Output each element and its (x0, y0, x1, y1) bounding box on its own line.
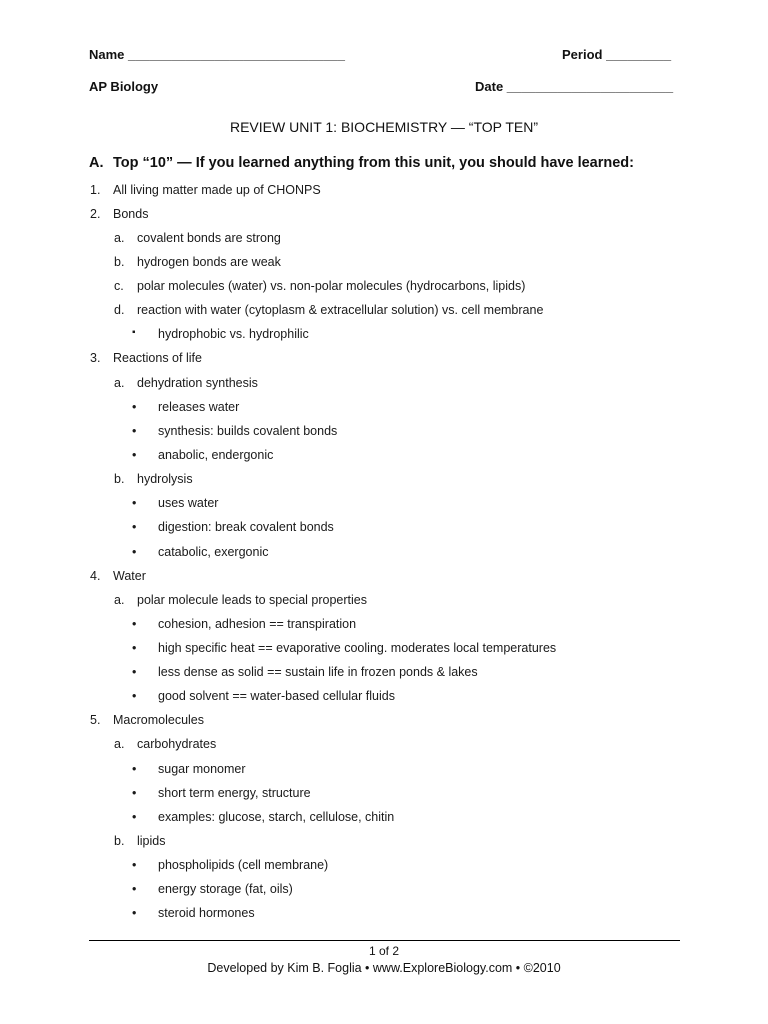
section-heading (89, 155, 634, 171)
list-item-text: digestion: break covalent bonds (158, 520, 334, 534)
date-field-label: Date _______________________ (475, 79, 674, 94)
list-marker: a. (114, 593, 125, 607)
list-marker: a. (114, 376, 125, 390)
list-item-text: energy storage (fat, oils) (158, 882, 293, 896)
list-marker: • (132, 424, 137, 438)
list-item-text: catabolic, exergonic (158, 545, 269, 559)
list-item-text: hydrophobic vs. hydrophilic (158, 327, 309, 341)
list-marker: • (132, 810, 137, 824)
list-item-text: sugar monomer (158, 762, 246, 776)
list-marker: b. (114, 255, 125, 269)
list-item-text: steroid hormones (158, 906, 255, 920)
list-marker: 2. (90, 207, 101, 221)
list-item-text: Reactions of life (113, 351, 202, 365)
list-item-text: polar molecule leads to special properties (137, 593, 367, 607)
list-item-text: carbohydrates (137, 737, 217, 751)
list-item-text: less dense as solid == sustain life in frozen ponds & lakes (158, 665, 478, 679)
list-marker: ▪ (132, 327, 136, 338)
list-marker: 5. (90, 713, 101, 727)
list-marker: 3. (90, 351, 101, 365)
list-item-text: phospholipids (cell membrane) (158, 858, 329, 872)
list-item-text: Water (113, 569, 146, 583)
list-marker: • (132, 882, 137, 896)
list-item-text: short term energy, structure (158, 786, 311, 800)
list-marker: • (132, 545, 137, 559)
list-item-text: cohesion, adhesion == transpiration (158, 617, 357, 631)
list-marker: • (132, 786, 137, 800)
list-item-text: examples: glucose, starch, cellulose, chitin (158, 810, 395, 824)
list-marker: • (132, 448, 137, 462)
list-marker: 4. (90, 569, 101, 583)
list-marker: • (132, 665, 137, 679)
list-item-text: All living matter made up of CHONPS (113, 183, 321, 197)
list-marker: c. (114, 279, 124, 293)
section-heading-text: Top “10” — If you learned anything from this unit, you should have learned: (113, 155, 634, 171)
list-marker: • (132, 858, 137, 872)
course-label: AP Biology (89, 79, 159, 94)
list-item-text: releases water (158, 400, 240, 414)
list-marker: a. (114, 231, 125, 245)
list-item-text: Macromolecules (113, 713, 205, 727)
list-marker: a. (114, 737, 125, 751)
list-item-text: anabolic, endergonic (158, 448, 274, 462)
footer-divider (89, 940, 680, 941)
list-item-text: hydrolysis (137, 472, 193, 486)
list-marker: b. (114, 472, 125, 486)
period-field-label: Period _________ (562, 47, 672, 62)
list-marker: • (132, 762, 137, 776)
footer-credit: Developed by Kim B. Foglia • www.ExploreBiology.com • ©2010 (207, 961, 561, 975)
list-marker: • (132, 400, 137, 414)
list-item-text: lipids (137, 834, 166, 848)
list-item-text: reaction with water (cytoplasm & extracellular solution) vs. cell membrane (137, 303, 544, 317)
page-number: 1 of 2 (368, 944, 400, 958)
list-item-text: good solvent == water-based cellular fluids (158, 689, 395, 703)
list-item-text: uses water (158, 496, 219, 510)
list-marker: • (132, 906, 137, 920)
page-title: REVIEW UNIT 1: BIOCHEMISTRY — “TOP TEN” (229, 119, 539, 135)
list-marker: d. (114, 303, 125, 317)
list-marker: • (132, 641, 137, 655)
list-item-text: hydrogen bonds are weak (137, 255, 281, 269)
list-marker: • (132, 496, 137, 510)
list-marker: b. (114, 834, 125, 848)
list-marker: • (132, 617, 137, 631)
list-marker: • (132, 689, 137, 703)
name-field-label: Name ______________________________ (89, 47, 345, 62)
list-item-text: dehydration synthesis (137, 376, 258, 390)
list-item-text: covalent bonds are strong (137, 231, 281, 245)
list-marker: 1. (90, 183, 101, 197)
list-item-text: Bonds (113, 207, 149, 221)
list-item-text: synthesis: builds covalent bonds (158, 424, 338, 438)
list-item-text: high specific heat == evaporative cooling. moderates local temperatures (158, 641, 557, 655)
section-marker: A. (89, 155, 104, 171)
list-item-text: polar molecules (water) vs. non-polar molecules (hydrocarbons, lipids) (137, 279, 526, 293)
list-marker: • (132, 520, 137, 534)
